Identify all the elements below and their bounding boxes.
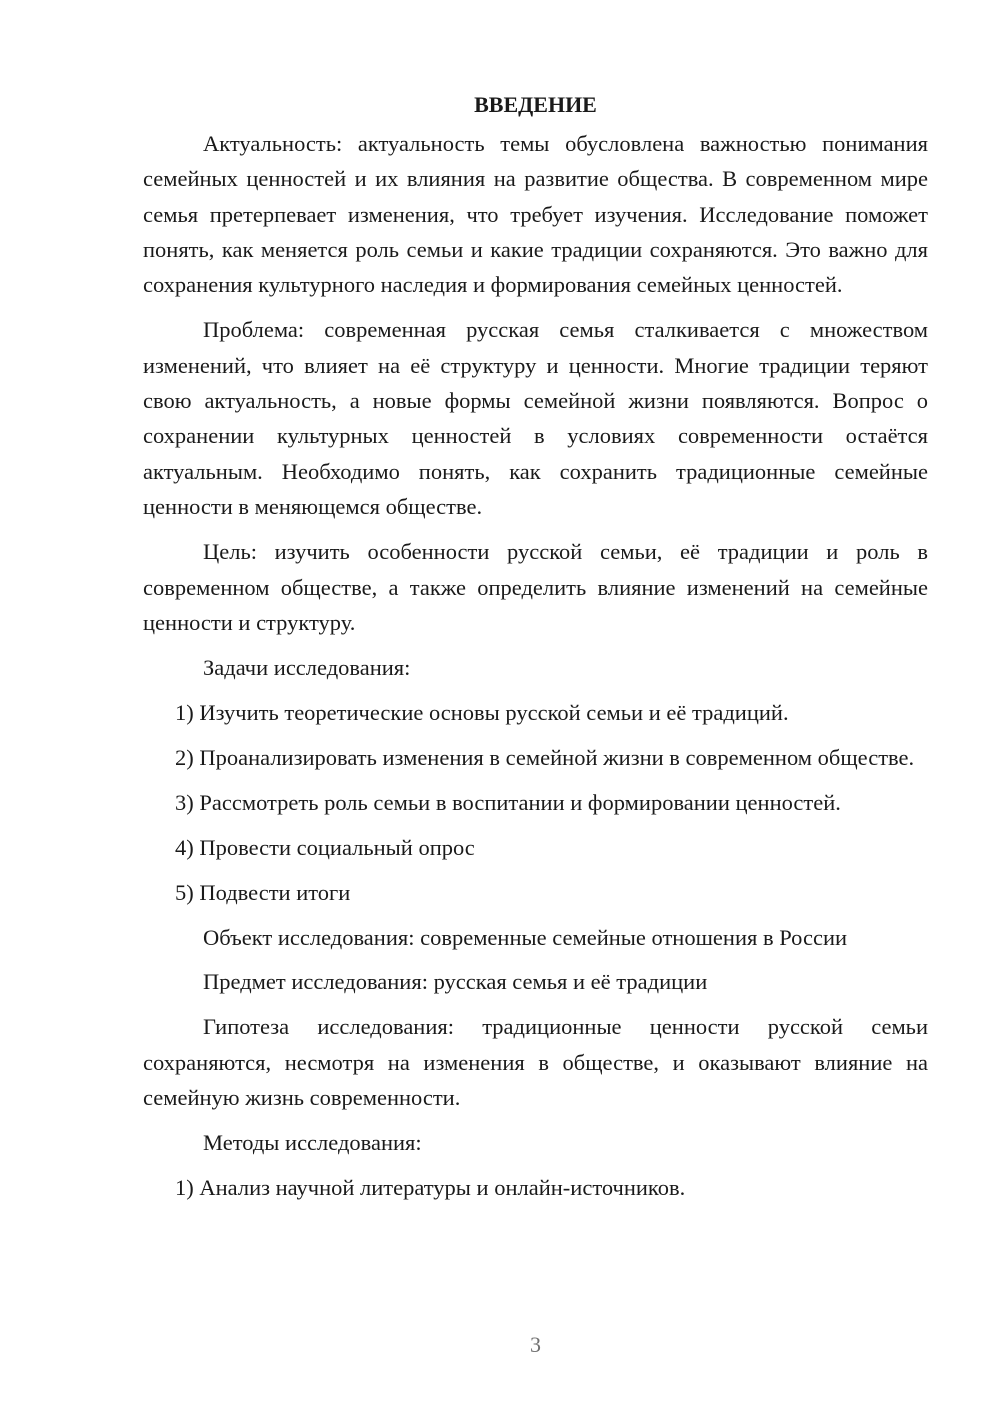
task-item: 3) Рассмотреть роль семьи в воспитании и формировании ценностей. <box>175 789 841 815</box>
section-title: ВВЕДЕНИЕ <box>474 92 597 117</box>
task-item: 1) Изучить теоретические основы русской семьи и её традиций. <box>175 700 789 726</box>
page-number: 3 <box>530 1332 541 1357</box>
relevance-paragraph: Актуальность: актуальность темы обусловлена важностью понимания семейных ценностей и их влияния на развитие общества. В современном мире семья претерпевает изменения, что требует изучения. Исследование поможет понять, как меняется роль семьи и какие традиции сохраняются. Это важно для сохранения культурного наследия и формирования семейных ценностей. <box>143 131 928 298</box>
document-page <box>143 90 928 1215</box>
research-subject: Предмет исследования: русская семья и её традиции <box>203 969 708 995</box>
tasks-heading: Задачи исследования: <box>203 655 411 681</box>
task-item: 2) Проанализировать изменения в семейной жизни в современном обществе. <box>175 744 915 770</box>
problem-paragraph: Проблема: современная русская семья сталкивается с множеством изменений, что влияет на её структуру и ценности. Многие традиции теряют свою актуальность, а новые формы семейной жизни появляются. Вопрос о сохранении культурных ценностей в условиях современности остаётся актуальным. Необходимо понять, как сохранить традиционные семейные ценности в меняющемся обществе. <box>143 317 928 519</box>
goal-paragraph: Цель: изучить особенности русской семьи, её традиции и роль в современном обществе, а также определить влияние изменений на семейные ценности и структуру. <box>143 539 928 635</box>
task-item: 5) Подвести итоги <box>175 879 351 905</box>
method-item: 1) Анализ научной литературы и онлайн-источников. <box>175 1175 686 1201</box>
hypothesis-paragraph: Гипотеза исследования: традиционные ценности русской семьи сохраняются, несмотря на изменения в обществе, и оказывают влияние на семейную жизнь современности. <box>143 1014 928 1110</box>
research-object: Объект исследования: современные семейные отношения в России <box>203 924 848 950</box>
task-item: 4) Провести социальный опрос <box>175 834 475 860</box>
methods-heading: Методы исследования: <box>203 1130 422 1156</box>
